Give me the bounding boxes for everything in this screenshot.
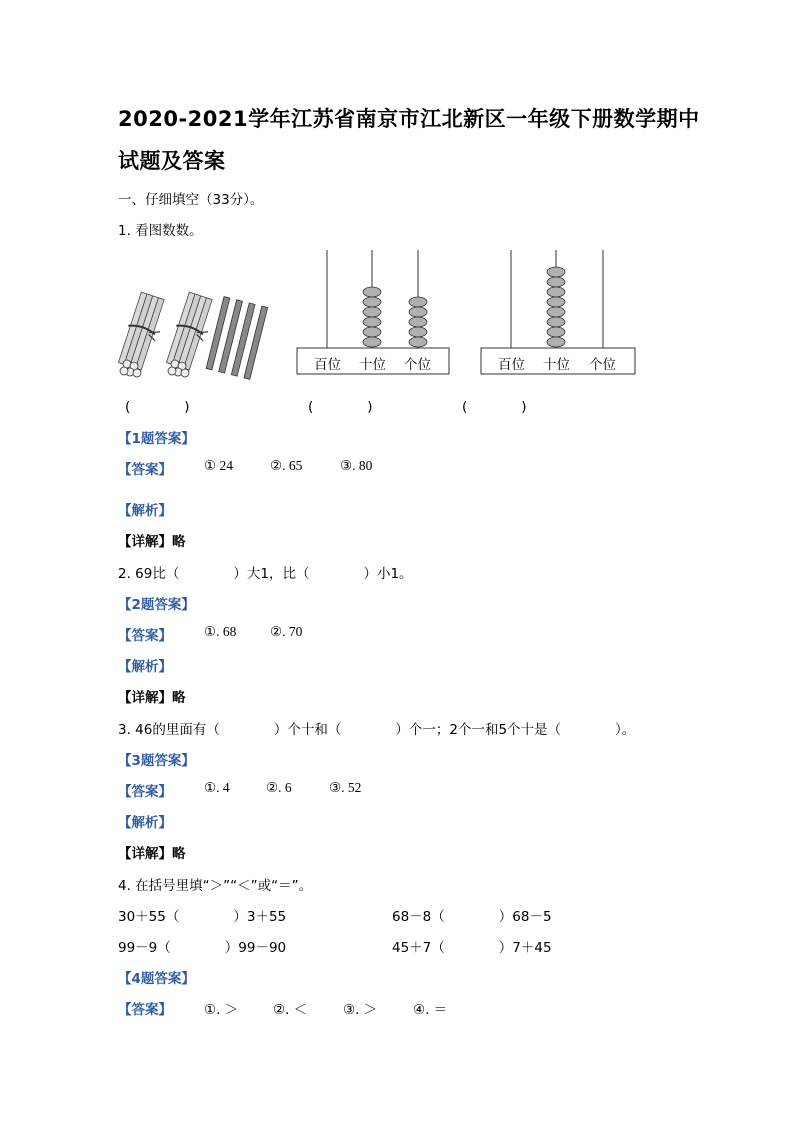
question-2-stem: 2. 69比（ ）大1，比（ ）小1。 <box>118 566 413 582</box>
q1-answer-2: ②. 65 <box>270 458 303 473</box>
tens-beads <box>363 287 381 347</box>
q2-answer-1: ①. 68 <box>204 624 237 639</box>
q1-answer-1: ① 24 <box>204 458 233 473</box>
tens-beads <box>547 267 565 347</box>
q2-detail: 【详解】略 <box>118 690 186 706</box>
page-title-line2: 试题及答案 <box>118 149 226 173</box>
q4-answer-4: ④. ＝ <box>413 1002 448 1018</box>
q1-answer-3: ③. 80 <box>340 458 373 473</box>
q3-analysis-label: 【解析】 <box>118 815 172 831</box>
compare-item: 45＋7（ ）7＋45 <box>392 940 552 956</box>
abacus2-label-tens: 十位 <box>543 357 570 373</box>
q1-answer-heading: 【1题答案】 <box>118 431 195 447</box>
question-1-stem: 1. 看图数数。 <box>118 223 203 239</box>
question-4-stem: 4. 在括号里填“＞”“＜”或“＝”。 <box>118 878 313 894</box>
answer-blank[interactable]: ( ) <box>125 399 190 415</box>
q4-answer-3: ③. ＞ <box>343 1002 378 1018</box>
ones-beads <box>409 297 427 347</box>
q4-answer-1: ①. ＞ <box>204 1002 239 1018</box>
abacus1-label-tens: 十位 <box>359 357 386 373</box>
q1-detail: 【详解】略 <box>118 534 186 550</box>
q3-detail: 【详解】略 <box>118 846 186 862</box>
q3-answer-3: ③. 52 <box>329 780 362 795</box>
q3-answer-1: ①. 4 <box>204 780 230 795</box>
ten-stick-bundle <box>117 292 170 377</box>
q2-answer-heading: 【2题答案】 <box>118 597 195 613</box>
loose-sticks <box>206 297 268 380</box>
q4-answer-heading: 【4题答案】 <box>118 971 195 987</box>
q2-analysis-label: 【解析】 <box>118 659 172 675</box>
q4-answer-label: 【答案】 <box>118 1002 172 1018</box>
abacus1-label-ones: 个位 <box>404 357 431 373</box>
q1-analysis-label: 【解析】 <box>118 503 172 519</box>
abacus1-label-hundreds: 百位 <box>314 357 341 373</box>
abacus2-label-ones: 个位 <box>589 357 616 373</box>
stick-bundles-illustration <box>115 290 280 378</box>
page-title-line1: 2020-2021学年江苏省南京市江北新区一年级下册数学期中 <box>118 107 700 131</box>
compare-item: 99－9（ ）99－90 <box>118 940 287 956</box>
q3-answer-heading: 【3题答案】 <box>118 753 195 769</box>
section-heading: 一、仔细填空（33分）。 <box>118 192 264 208</box>
q3-answer-label: 【答案】 <box>118 784 172 800</box>
answer-blank[interactable]: ( ) <box>308 399 373 415</box>
question-3-stem: 3. 46的里面有（ ）个十和（ ）个一；2个一和5个十是（ ）。 <box>118 722 636 738</box>
compare-item: 30＋55（ ）3＋55 <box>118 909 287 925</box>
q2-answer-2: ②. 70 <box>270 624 303 639</box>
q1-answer-label: 【答案】 <box>118 462 172 478</box>
compare-item: 68－8（ ）68－5 <box>392 909 552 925</box>
q4-answer-2: ②. ＜ <box>273 1002 308 1018</box>
q2-answer-label: 【答案】 <box>118 628 172 644</box>
answer-blank[interactable]: ( ) <box>462 399 527 415</box>
abacus2-label-hundreds: 百位 <box>498 357 525 373</box>
q3-answer-2: ②. 6 <box>266 780 292 795</box>
